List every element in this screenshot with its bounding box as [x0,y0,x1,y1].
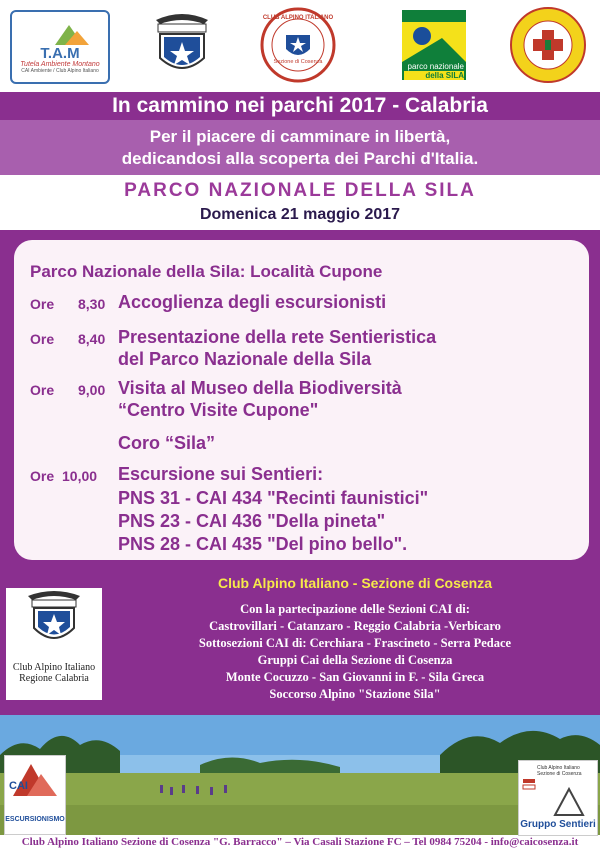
cai-regione-box [6,588,102,700]
cai-regione-line-1: Club Alpino Italiano [12,662,96,673]
item-text: “Centro Visite Cupone" [118,400,319,420]
landscape-photo [0,715,600,835]
mountain-icon [519,779,597,823]
parco-sila-logo [402,10,466,80]
cai-regione-line-2: Regione Calabria [19,673,89,684]
item-text: del Parco Nazionale della Sila [118,349,372,369]
cai-eagle-icon [150,10,214,80]
subtitle-line-1: Per il piacere di camminare in libertà, [149,127,451,146]
trail-item: PNS 31 - CAI 434 "Recinti faunistici" [118,488,429,508]
mountain-icon [5,756,65,802]
soccorso-alpino-logo [508,10,588,80]
gruppo-sentieri-label: Gruppo Sentieri [520,819,596,830]
subtitle-line-2: dedicandosi alla scoperta dei Parchi d'Italia. [121,149,479,168]
item-ore: Ore [30,382,55,398]
item-time: 9,00 [78,382,106,398]
soccorso-cross-icon [509,6,587,84]
gruppo-sentieri-badge [518,760,598,836]
item-ore: Ore [30,468,55,484]
cosenza-inner-text: Sezione di Cosenza [273,59,323,65]
trail-item: PNS 23 - CAI 436 "Della pineta" [118,511,386,531]
item-ore: Ore [30,296,55,312]
footer-address: Club Alpino Italiano Sezione di Cosenza "G. Barracco" – Via Casali Stazione FC – Tel 0984 75204 - info@caicosenza.it [21,836,579,848]
trail-item: PNS 28 - CAI 435 "Del pino bello". [118,534,408,554]
cosenza-seal-icon [260,7,336,83]
event-date: Domenica 21 maggio 2017 [199,206,401,223]
logo-row [0,0,600,92]
item-time: 8,30 [78,296,106,312]
tam-small: CAI Ambiente / Club Alpino Italiano [21,67,99,74]
parco-logo-text: parco nazionale [407,62,464,71]
item-text: Visita al Museo della Biodiversità [118,378,402,398]
cai-escursionismo-badge [4,755,66,835]
info-line: Castrovillari - Catanzaro - Reggio Calabria -Verbicaro [209,619,501,633]
page-title: In cammino nei parchi 2017 - Calabria [112,94,488,117]
mountain-icon [25,21,95,47]
landscape-image [0,715,600,835]
info-line: Monte Cocuzzo - San Giovanni in F. - Sila Greca [225,670,485,684]
cai-logo [148,10,216,80]
item-time: 10,00 [62,468,98,484]
item-text: Coro “Sila” [118,433,216,453]
item-ore: Ore [30,331,55,347]
item-text: Accoglienza degli escursionisti [118,292,387,312]
sun-icon [402,22,466,62]
cai-label: CAI [9,780,28,792]
program-heading: Parco Nazionale della Sila: Località Cupone [30,262,383,281]
item-text: Presentazione della rete Sentieristica [118,327,437,347]
item-time: 8,40 [78,331,106,347]
tam-title: T.A.M [40,44,80,62]
info-line: Soccorso Alpino "Stazione Sila" [269,687,441,701]
info-line: Con la partecipazione delle Sezioni CAI di: [240,602,470,616]
cosenza-ring-text: CLUB ALPINO ITALIANO [262,15,334,21]
parco-logo-sila: della SILA [404,71,464,80]
info-line: Gruppi Cai della Sezione di Cosenza [257,653,453,667]
tam-subtitle: Tutela Ambiente Montano [20,60,100,68]
escursionismo-label: ESCURSIONISMO [5,816,65,823]
cai-eagle-icon [6,588,102,652]
item-text: Escursione sui Sentieri: [118,464,324,484]
parco-title: PARCO NAZIONALE DELLA SILA [124,180,476,201]
tam-logo [10,10,110,84]
cai-cosenza-logo [258,10,338,80]
gruppo-small-text: Club Alpino Italiano Sezione di Cosenza [537,765,582,777]
info-title: Club Alpino Italiano - Sezione di Cosenza [217,575,493,591]
info-line: Sottosezioni CAI di: Cerchiara - Frascineto - Serra Pedace [198,636,512,650]
